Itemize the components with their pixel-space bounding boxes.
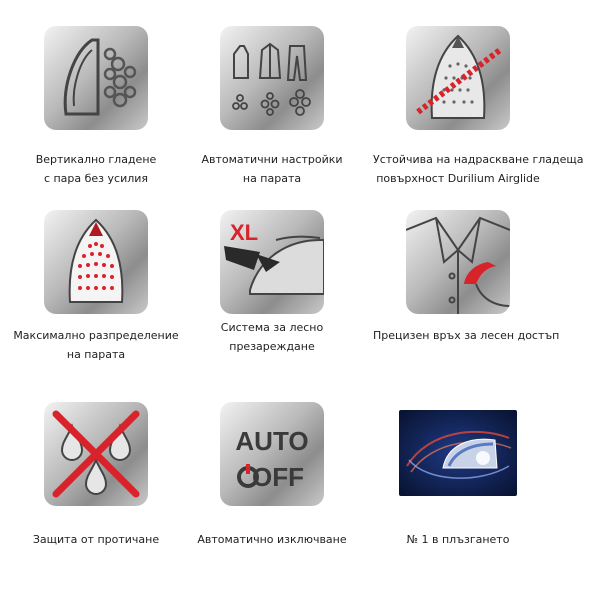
feature-caption	[373, 530, 543, 549]
feature-caption	[187, 530, 357, 549]
caption-line2: повърхност Durilium Airglide	[376, 172, 540, 185]
caption-line2: с пара без усилия	[43, 172, 149, 185]
caption-line2: на парата	[66, 348, 126, 361]
feature-caption	[11, 326, 181, 364]
automatic-settings-icon	[220, 26, 324, 130]
xl-refill-icon	[220, 210, 324, 314]
caption-line1: Защита от протичане	[32, 533, 160, 546]
vertical-steam-iron-icon	[44, 26, 148, 130]
durilium-soleplate-icon	[406, 26, 510, 130]
feature-caption	[187, 150, 357, 188]
caption-line1: Вертикално гладене	[35, 153, 157, 166]
precision-tip-icon	[406, 210, 510, 314]
xl-badge: XL	[230, 220, 259, 245]
feature-caption	[11, 530, 181, 549]
caption-line1: Система за лесно	[220, 321, 324, 334]
auto-off-icon	[220, 402, 324, 506]
caption-line2: презареждане	[229, 340, 315, 353]
feature-caption	[373, 150, 584, 188]
anti-drip-icon	[44, 402, 148, 506]
caption-line1: № 1 в плъзгането	[406, 533, 510, 546]
caption-line1: Автоматични настройки	[201, 153, 343, 166]
caption-line1: Устойчива на надраскване гладеща	[373, 153, 584, 166]
feature-caption	[11, 150, 181, 188]
glide-iron-icon	[399, 410, 517, 496]
auto-label: AUTO	[235, 426, 309, 456]
caption-line2: на парата	[242, 172, 302, 185]
feature-caption	[187, 318, 357, 356]
caption-line1: Автоматично изключване	[197, 533, 347, 546]
caption-line1: Максимално разпределение	[13, 329, 179, 342]
off-label: OFF	[252, 462, 304, 492]
steam-distribution-icon	[44, 210, 148, 314]
caption-line1: Прецизен връх за лесен достъп	[373, 329, 560, 342]
feature-caption	[373, 326, 560, 345]
